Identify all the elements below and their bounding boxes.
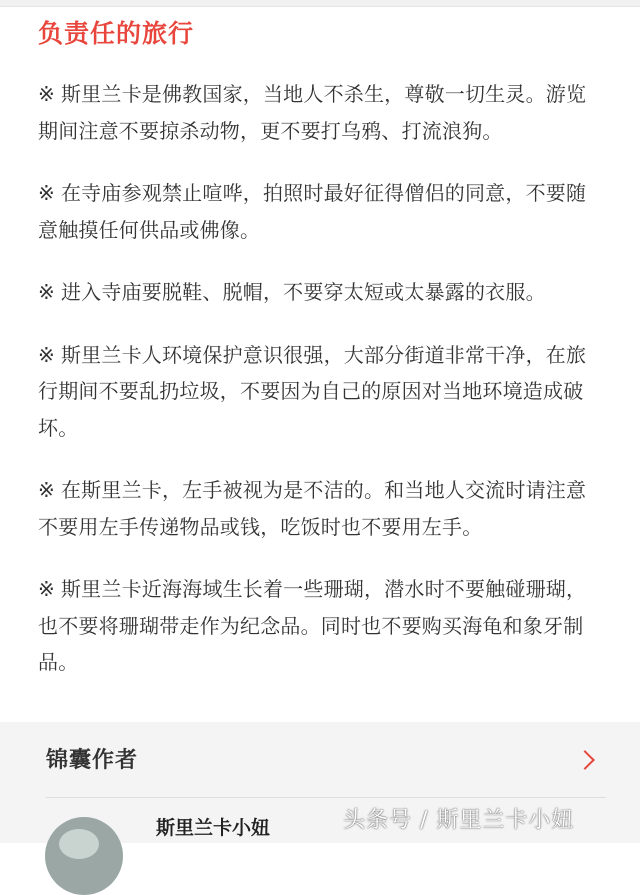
watermark-text: 头条号 / 斯里兰卡小妞 [343,808,575,833]
section-title: 负责任的旅行 [38,19,195,48]
author-name[interactable]: 斯里兰卡小妞 [156,817,271,839]
tip-paragraph [38,571,604,681]
tip-paragraph [38,175,604,248]
tip-paragraph [38,76,604,149]
tip-paragraph [38,337,604,447]
top-divider [0,0,640,7]
tip-text: 在斯里兰卡，左手被视为是不洁的。和当地人交流时请注意不要用左手传递物品或钱，吃饭时也不要用左手。 [38,478,587,539]
bullet-mark: ※ [38,342,55,367]
author-card-header[interactable] [46,744,606,778]
article-body [38,14,604,707]
author-avatar[interactable] [45,817,123,895]
chevron-right-icon[interactable] [575,750,595,770]
tip-paragraph [38,472,604,545]
tip-text: 进入寺庙要脱鞋、脱帽，不要穿太短或太暴露的衣服。 [60,280,546,304]
bullet-mark: ※ [38,478,55,502]
bullet-mark: ※ [38,82,55,106]
author-card-title: 锦囊作者 [46,748,139,773]
bullet-mark: ※ [38,181,55,205]
tip-text: 在寺庙参观禁止喧哗，拍照时最好征得僧侣的同意，不要随意触摸任何供品或佛像。 [38,181,587,242]
bullet-mark: ※ [38,577,55,601]
tip-text: 斯里兰卡近海海域生长着一些珊瑚，潜水时不要触碰珊瑚，也不要将珊瑚带走作为纪念品。同时也不要购买海龟和象牙制品。 [38,577,587,674]
bullet-mark: ※ [38,280,55,304]
card-divider [46,797,606,798]
tip-text: 斯里兰卡是佛教国家，当地人不杀生，尊敬一切生灵。游览期间注意不要掠杀动物，更不要打乌鸦、打流浪狗。 [38,82,587,143]
tip-paragraph [38,274,604,311]
tip-text: 斯里兰卡人环境保护意识很强，大部分街道非常干净，在旅行期间不要乱扔垃圾，不要因为自己的原因对当地环境造成破坏。 [38,342,587,440]
